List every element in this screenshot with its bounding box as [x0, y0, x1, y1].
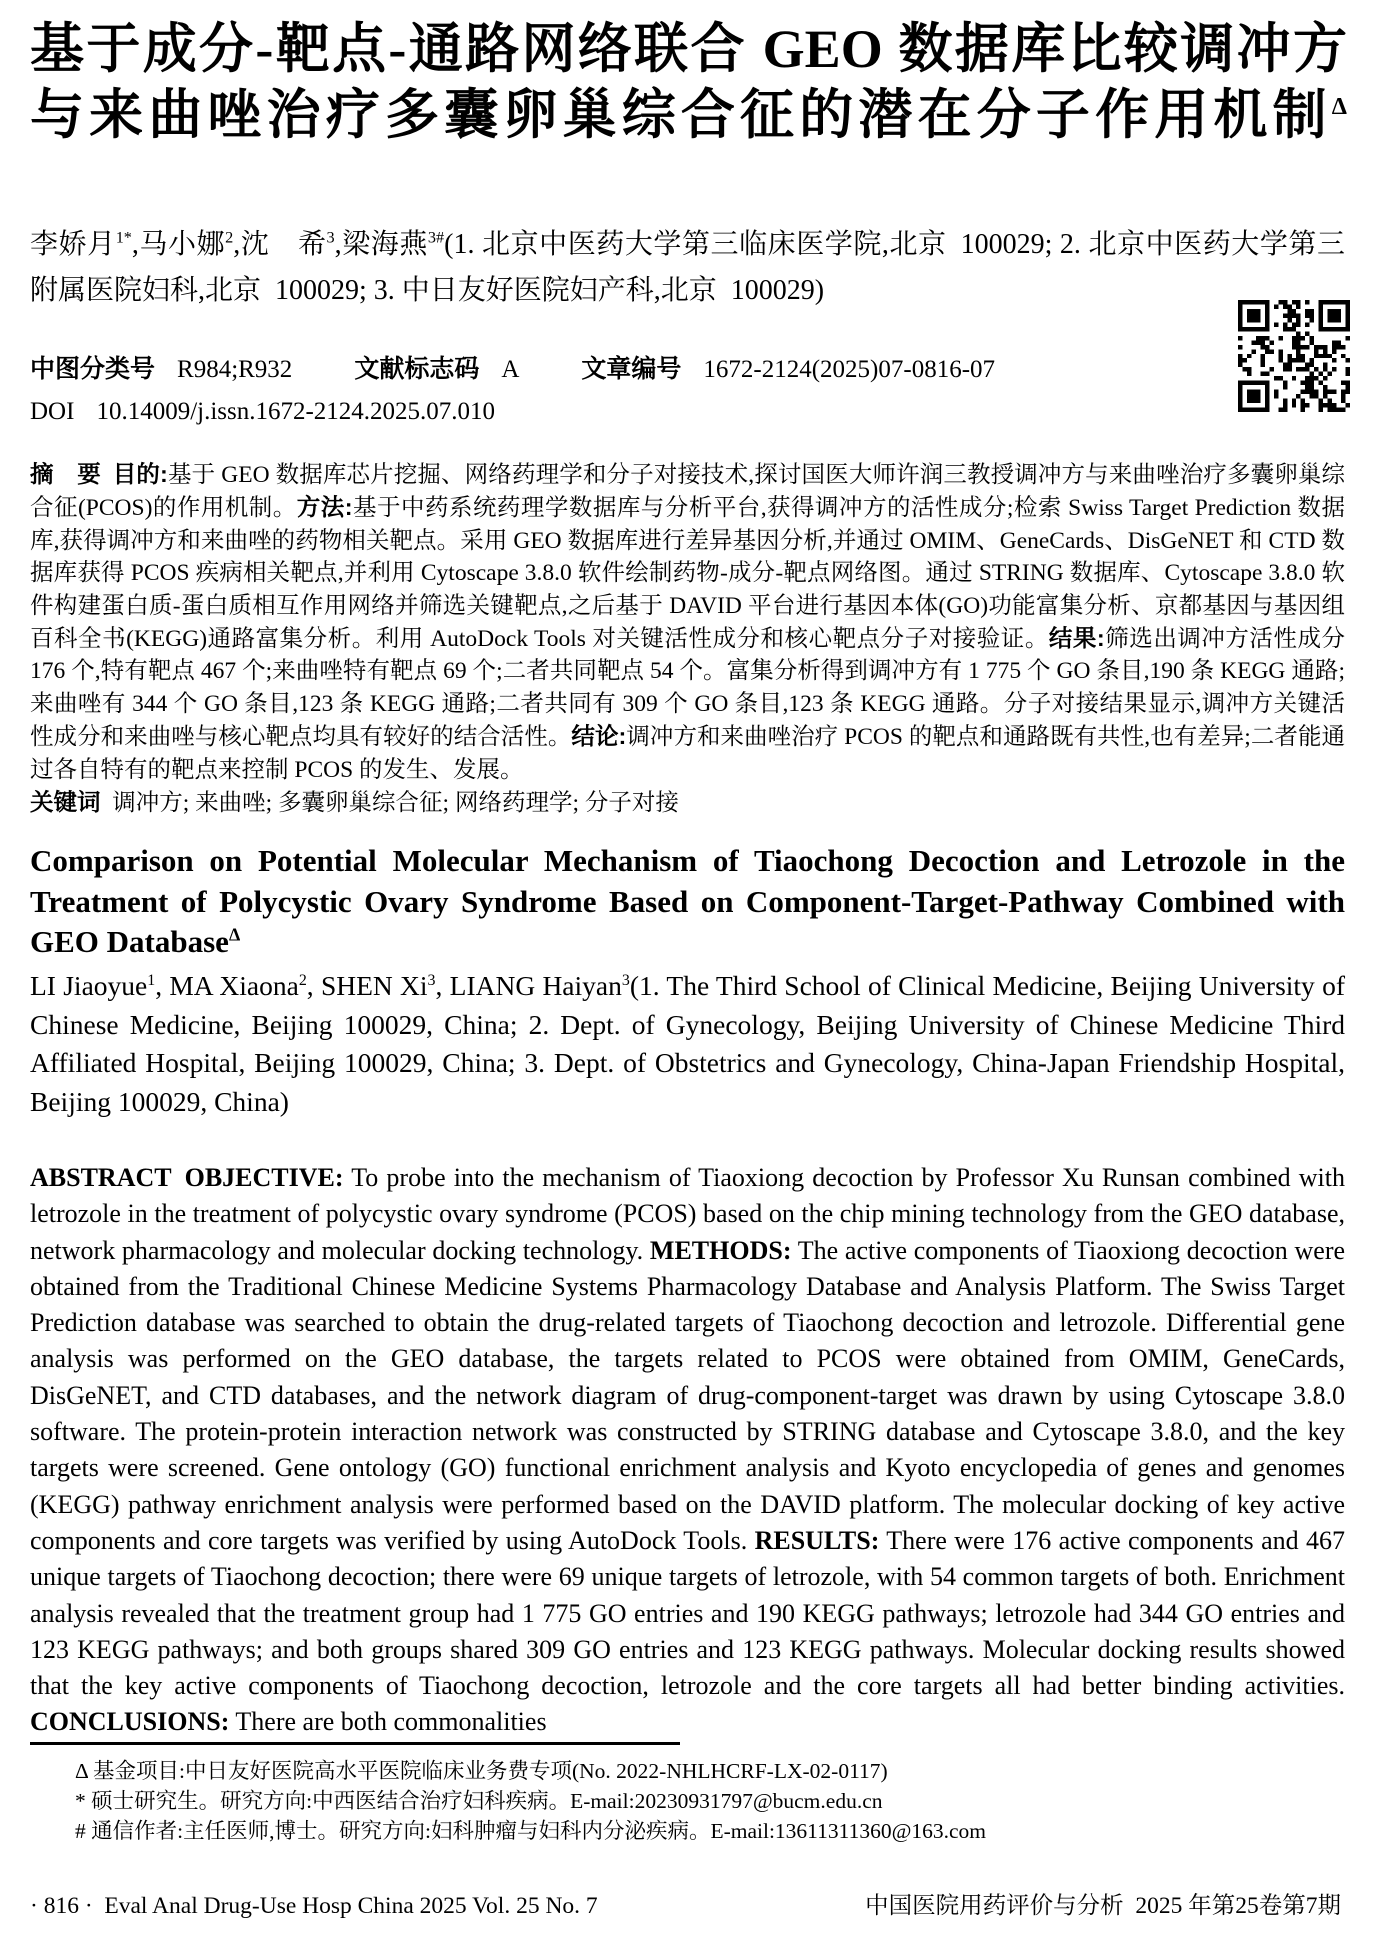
authors-cn: 李娇月$^{1*}$,马小娜$^2$,沈 希$^3$,梁海燕$^{3\#}$(1. 北京中医药大学第三临床医学院,北京 100029; 2. 北京中医药大学第三附属医院妇科,北京 100029; 3. 中日友好医院妇产科,北京 100029)	[30, 228, 1345, 306]
footnote-funding: Δ 基金项目:中日友好医院高水平医院临床业务费专项(No. 2022-NHLHCRF-LX-02-0117)	[75, 1759, 888, 1783]
keywords-cn-row	[30, 786, 1345, 819]
doi-label: DOI	[30, 398, 75, 425]
footer-journal-cn: 中国医院用药评价与分析 2025 年第25卷第7期	[865, 1893, 1341, 1919]
footnote-corresponding-author: # 通信作者:主任医师,博士。研究方向:妇科肿瘤与妇科内分泌疾病。E-mail:13611311360@163.com	[75, 1818, 987, 1843]
classification-row	[30, 349, 995, 385]
meta-block	[30, 349, 995, 426]
article-title-cn-line1: 基于成分-靶点-通路网络联合 GEO 数据库比较调冲方	[30, 19, 1347, 79]
footnotes-block	[75, 1757, 1335, 1846]
footer-journal-en: · 816 · Eval Anal Drug-Use Hosp China 2025 Vol. 25 No. 7	[30, 1893, 598, 1919]
qr-code-icon	[1238, 300, 1350, 412]
clc-label: 中图分类号	[30, 355, 156, 383]
doc-code-label: 文献标志码	[354, 355, 480, 383]
abstract-en-text: ABSTRACT OBJECTIVE: To probe into the mechanism of Tiaoxiong decoction by Professor Xu Runsan combined with letrozole in the treatment of polycystic ovary syndrome (PCOS) based on the chip mining technology from the GEO database, network pharmacology and molecular docking technology. METHODS: The active components of Tiaoxiong decoction were obtained from the Traditional Chinese Medicine Systems Pharmacology Database and Analysis Platform. The Swiss Target Prediction database was searched to obtain the drug-related targets of Tiaochong decoction and letrozole. Differential gene analysis was performed on the GEO database, the targets related to PCOS were obtained from OMIM, GeneCards, DisGeNET, and CTD databases, and the network diagram of drug-component-target was drawn by using Cytoscape 3.8.0 software. The protein-protein interaction network was constructed by STRING database and Cytoscape 3.8.0, and the key targets were screened. Gene ontology (GO) functional enrichment analysis and Kyoto encyclopedia of genes and genomes (KEGG) pathway enrichment analysis were performed based on the DAVID platform. The molecular docking of key active components and core targets was verified by using AutoDock Tools. RESULTS: There were 176 active components and 467 unique targets of Tiaochong decoction; there were 69 unique targets of letrozole, with 54 common targets of both. Enrichment analysis revealed that the treatment group had 1 775 GO entries and 190 KEGG pathways; letrozole had 344 GO entries and 123 KEGG pathways; and both groups shared 309 GO entries and 123 KEGG pathways. Molecular docking results showed that the key active components of Tiaochong decoction, letrozole and the core targets all had better binding activities. CONCLUSIONS: There are both commonalities	[30, 1163, 1346, 1737]
article-title-cn	[30, 16, 1347, 148]
doc-code-value: A	[501, 356, 520, 383]
doi-value: 10.14009/j.issn.1672-2124.2025.07.010	[96, 398, 496, 425]
doi-row	[30, 398, 995, 426]
keywords-value: 调冲方; 来曲唑; 多囊卵巢综合征; 网络药理学; 分子对接	[112, 790, 679, 817]
funding-marker-en: Δ	[228, 924, 241, 945]
footnote-divider	[30, 1742, 680, 1745]
article-title-en-line2: Treatment of Polycystic Ovary Syndrome Based on Component-Target-Pathway Combined with	[30, 883, 1345, 919]
article-title-en-line3	[30, 922, 1345, 963]
article-title-en-line1: Comparison on Potential Molecular Mechanism of Tiaochong Decoction and Letrozole in the	[30, 843, 1345, 878]
article-no-value: 1672-2124(2025)07-0816-07	[703, 356, 996, 383]
article-title-en	[30, 841, 1345, 963]
clc-value: R984;R932	[177, 356, 293, 383]
authors-en: LI Jiaoyue$^1$, MA Xiaona$^2$, SHEN Xi$^3$, LIANG Haiyan$^3$(1. The Third School of Clinical Medicine, Beijing University of Chinese Medicine, Beijing 100029, China; 2. Dept. of Gynecology, Beijing University of Chinese Medicine Third Affiliated Hospital, Beijing 100029, China; 3. Dept. of Obstetrics and Gynecology, China-Japan Friendship Hospital, Beijing 100029, China)	[30, 970, 1345, 1117]
page-footer	[30, 1886, 1341, 1920]
footnote-first-author: * 硕士研究生。研究方向:中西医结合治疗妇科疾病。E-mail:20230931797@bucm.edu.cn	[75, 1788, 883, 1813]
abstract-cn-block	[30, 458, 1345, 819]
article-no-label: 文章编号	[581, 355, 682, 383]
abstract-cn-text: 摘 要 目的:基于 GEO 数据库芯片挖掘、网络药理学和分子对接技术,探讨国医大师许润三教授调冲方与来曲唑治疗多囊卵巢综合征(PCOS)的作用机制。方法:基于中药系统药理学数据库与分析平台,获得调冲方的活性成分;检索 Swiss Target Prediction 数据库,获得调冲方和来曲唑的药物相关靶点。采用 GEO 数据库进行差异基因分析,并通过 OMIM、GeneCards、DisGeNET 和 CTD 数据库获得 PCOS 疾病相关靶点,并利用 Cytoscape 3.8.0 软件绘制药物-成分-靶点网络图。通过 STRING 数据库、Cytoscape 3.8.0 软件构建蛋白质-蛋白质相互作用网络并筛选关键靶点,之后基于 DAVID 平台进行基因本体(GO)功能富集分析、京都基因与基因组百科全书(KEGG)通路富集分析。利用 AutoDock Tools 对关键活性成分和核心靶点分子对接验证。结果:筛选出调冲方活性成分 176 个,特有靶点 467 个;来曲唑特有靶点 69 个;二者共同靶点 54 个。富集分析得到调冲方有 1 775 个 GO 条目,190 条 KEGG 通路;来曲唑有 344 个 GO 条目,123 条 KEGG 通路;二者共同有 309 个 GO 条目,123 条 KEGG 通路。分子对接结果显示,调冲方关键活性成分和来曲唑与核心靶点均具有较好的结合活性。结论:调冲方和来曲唑治疗 PCOS 的靶点和通路既有共性,也有差异;二者能通过各自特有的靶点来控制 PCOS 的发生、发展。	[30, 461, 1346, 783]
article-title-cn-line2-text: 与来曲唑治疗多囊卵巢综合征的潜在分子作用机制	[30, 85, 1332, 145]
keywords-label: 关键词	[30, 789, 101, 816]
funding-marker: Δ	[1331, 93, 1347, 120]
article-title-en-line3-text: GEO Database	[30, 924, 229, 959]
article-title-cn-line2	[30, 82, 1347, 148]
